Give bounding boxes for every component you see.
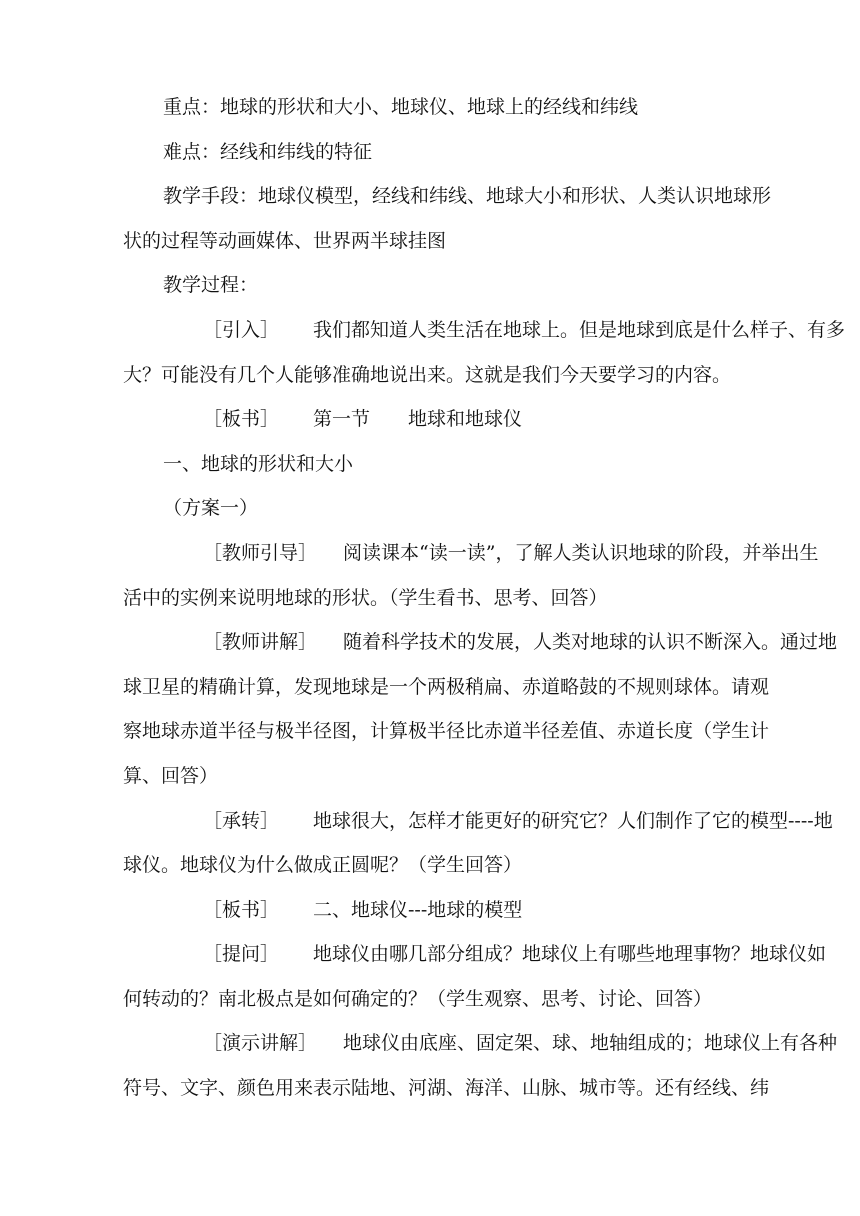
paragraph-key-points <box>83 85 783 130</box>
section-tag: ［板书］ <box>203 898 280 921</box>
paragraph-question <box>83 932 827 1021</box>
text-line: 重点：地球的形状和大小、地球仪、地球上的经线和纬线 <box>163 96 639 118</box>
section-tag: ［提问］ <box>203 943 280 966</box>
text-line: 大？可能没有几个人能够准确地说出来。这就是我们今天要学习的内容。 <box>123 363 732 386</box>
paragraph-difficulty <box>83 130 783 175</box>
text-line <box>83 932 827 977</box>
paragraph-teacher-explain <box>83 620 838 798</box>
text-line <box>83 1021 838 1066</box>
text-line: 教学手段：地球仪模型，经线和纬线、地球大小和形状、人类认识地球形 <box>163 185 772 208</box>
paragraph-teacher-guide <box>83 531 819 620</box>
text-line <box>83 308 846 353</box>
text-line: 察地球赤道半径与极半径图，计算极半径比赤道半径差值、赤道长度（学生计 <box>123 720 770 743</box>
text-line: 符号、文字、颜色用来表示陆地、河湖、海洋、山脉、城市等。还有经线、纬 <box>123 1077 770 1100</box>
text-run: 二、地球仪---地球的模型 <box>313 898 523 921</box>
text-line: 一、地球的形状和大小 <box>163 452 354 475</box>
text-line: 球卫星的精确计算，发现地球是一个两极稍扁、赤道略鼓的不规则球体。请观 <box>123 675 770 698</box>
text-run: 阅读课本“读一读”，了解人类认识地球的阶段，并举出生 <box>343 541 819 564</box>
paragraph-plan-one <box>83 486 783 531</box>
text-line <box>83 531 819 576</box>
text-run: 第一节 地球和地球仪 <box>313 408 523 431</box>
text-line <box>83 888 783 933</box>
text-run: 地球仪由底座、固定架、球、地轴组成的；地球仪上有各种 <box>343 1032 838 1055</box>
section-tag: ［承转］ <box>203 809 280 832</box>
section-tag: ［引入］ <box>203 318 280 341</box>
paragraph-teaching-process <box>83 263 783 308</box>
text-run: 随着科学技术的发展，人类对地球的认识不断深入。通过地 <box>343 631 838 654</box>
section-tag: ［演示讲解］ <box>203 1032 318 1055</box>
text-run: 地球很大，怎样才能更好的研究它？人们制作了它的模型----地 <box>313 809 833 832</box>
text-line <box>83 397 783 442</box>
paragraph-demo-explain <box>83 1021 838 1110</box>
text-line: 状的过程等动画媒体、世界两半球挂图 <box>123 229 447 252</box>
section-tag: ［板书］ <box>203 408 280 431</box>
paragraph-teaching-means <box>83 174 783 263</box>
paragraph-introduction <box>83 308 846 397</box>
text-run: 我们都知道人类生活在地球上。但是地球到底是什么样子、有多 <box>313 318 846 341</box>
paragraph-board-1 <box>83 397 783 442</box>
section-tag: ［教师引导］ <box>203 541 318 564</box>
text-line: 活中的实例来说明地球的形状。（学生看书、思考、回答） <box>123 586 608 609</box>
text-line <box>83 620 838 665</box>
text-line: 何转动的？南北极点是如何确定的？（学生观察、思考、讨论、回答） <box>123 987 713 1010</box>
paragraph-heading-shape <box>83 442 783 487</box>
text-line: 难点：经线和纬线的特征 <box>163 140 373 163</box>
text-line: 球仪。地球仪为什么做成正圆呢？（学生回答） <box>123 854 523 877</box>
document-body <box>83 85 846 1111</box>
text-line: 算、回答） <box>123 764 219 787</box>
text-line <box>83 799 833 844</box>
section-tag: ［教师讲解］ <box>203 631 318 654</box>
paragraph-transition <box>83 799 833 888</box>
paragraph-board-2 <box>83 888 783 933</box>
text-line: （方案一） <box>163 497 259 520</box>
text-run: 地球仪由哪几部分组成？地球仪上有哪些地理事物？地球仪如 <box>313 943 827 966</box>
text-line: 教学过程： <box>163 274 259 297</box>
